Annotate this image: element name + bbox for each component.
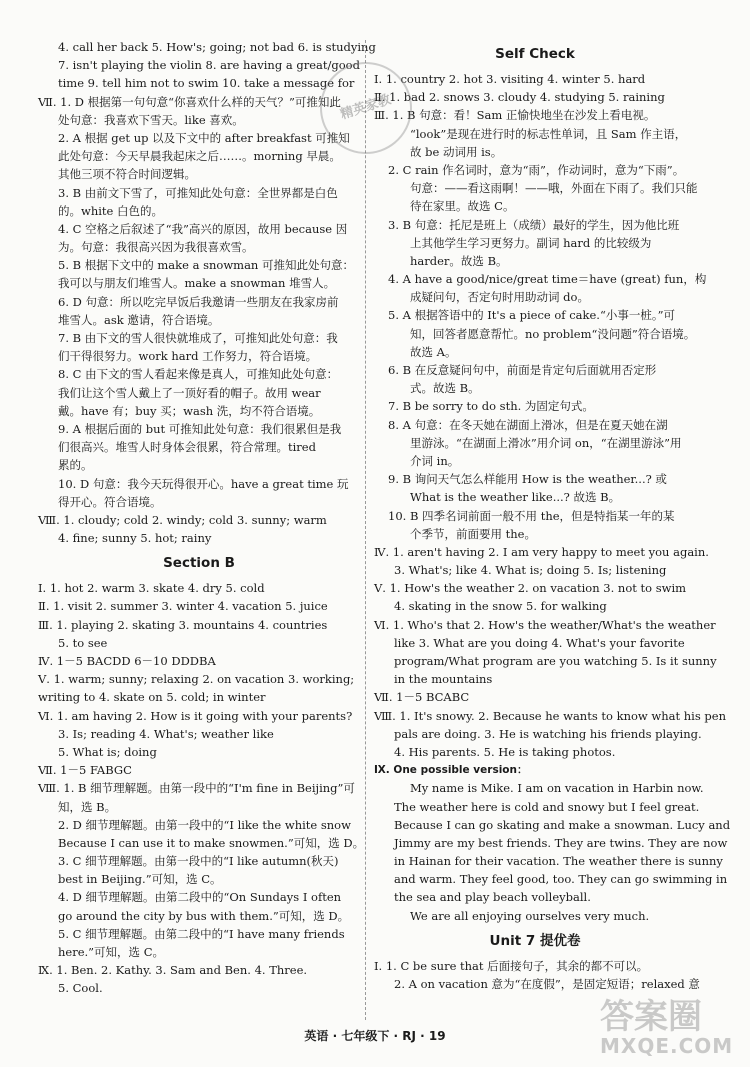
right-column	[374, 38, 731, 993]
answer-line: 介词 in。	[410, 453, 460, 468]
answer-line: 10. B 四季名词前面一般不用 the，但是特指某一年的某	[388, 508, 675, 523]
answer-line: the sea and play beach volleyball.	[394, 890, 591, 905]
answer-line: 9. A 根据后面的 but 可推知此处句意：我们很累但是我	[58, 421, 342, 436]
answer-line: 4. D 细节理解题。由第二段中的“On Sundays I often	[58, 890, 342, 905]
answer-line: 4. skating in the snow 5. for walking	[394, 599, 607, 614]
answer-line: 7. B 由下文的雪人很快就堆成了，可推知此处句意：我	[58, 331, 338, 345]
answer-line: 5. C 细节理解题。由第二段中的“I have many friends	[58, 926, 345, 941]
answer-line: 4. His parents. 5. He is taking photos.	[394, 744, 616, 759]
answer-line: 成疑问句，否定句时用助动词 do。	[410, 290, 589, 305]
answer-line: 们干得很努力。work hard 工作努力，符合语境。	[58, 349, 318, 364]
answer-line: My name is Mike. I am on vacation in Harbin now.	[410, 781, 704, 796]
column-divider	[365, 40, 366, 1020]
answer-line: in Hainan for their vacation. The weather there is sunny	[394, 854, 723, 869]
answer-line: Ⅲ. 1. playing 2. skating 3. mountains 4. countries	[38, 617, 328, 632]
answer-line: 3. C 细节理解题。由第一段中的“I like autumn(秋天)	[58, 854, 339, 869]
answer-line: 7. isn't playing the violin 8. are having a great/good	[58, 58, 360, 73]
watermark-logo-text: 答案圈	[600, 997, 702, 1037]
answer-line: Jimmy are my best friends. They are twins. They are now	[394, 835, 728, 850]
answer-line: and warm. They feel good, too. They can go swimming in	[394, 872, 728, 887]
answer-line: pals are doing. 3. He is watching his friends playing.	[394, 726, 702, 741]
answer-line: 4. C 空格之后叙述了“我”高兴的原因，故用 because 因	[58, 221, 348, 236]
answer-line: harder。故选 B。	[410, 253, 508, 268]
answer-line: 们很高兴。堆雪人时身体会很累，符合常理。tired	[58, 440, 316, 455]
watermark-stamp: 精英家教	[308, 50, 424, 166]
section-heading: Section B	[163, 555, 235, 572]
answer-line: 8. C 由下文的雪人看起来像是真人，可推知此处句意：	[58, 367, 339, 382]
answer-line: 9. B 询问天气怎么样能用 How is the weather...? 或	[388, 472, 667, 487]
answer-line: 句意：——看这雨啊！——哦，外面在下雨了。我们只能	[410, 181, 698, 196]
answer-line: Ⅰ. 1. C be sure that 后面接句子，其余的都不可以。	[374, 958, 649, 973]
answer-line: 待在家里。故选 C。	[410, 199, 515, 214]
answer-line: Ⅳ. 1－5 BACDD 6－10 DDDBA	[38, 654, 216, 668]
answer-line: 里游泳。“在湖面上滑冰”用介词 on，“在湖里游泳”用	[410, 435, 682, 450]
answer-line: in the mountains	[394, 672, 493, 687]
answer-line: 累的。	[58, 458, 93, 473]
answer-line: 4. fine; sunny 5. hot; rainy	[58, 531, 212, 546]
answer-line: 5. A 根据答语中的 It's a piece of cake.“小事一桩。”可	[388, 308, 675, 323]
answer-line: 故 be 动词用 is。	[410, 144, 503, 159]
answer-line: 3. B 句意：托尼是班上（成绩）最好的学生，因为他比班	[388, 217, 680, 232]
answer-line: 此处句意：今天早晨我起床之后……。morning 早晨。	[58, 149, 341, 164]
answer-line: Ⅸ. One possible version：	[374, 764, 528, 777]
answer-line: 8. A 句意：在冬天她在湖面上滑冰，但是在夏天她在湖	[388, 417, 668, 432]
answer-line: 10. D 句意：我今天玩得很开心。have a great time 玩	[58, 476, 349, 491]
answer-line: 7. B be sorry to do sth. 为固定句式。	[388, 399, 594, 414]
answer-line: 故选 A。	[410, 344, 457, 359]
answer-line: Ⅴ. 1. How's the weather 2. on vacation 3. not to swim	[374, 581, 687, 596]
answer-line: 戴。have 有；buy 买；wash 洗，均不符合语境。	[58, 403, 321, 418]
answer-line: 2. C rain 作名词时，意为“雨”，作动词时，意为“下雨”。	[388, 162, 685, 177]
page-footer: 英语 · 七年级下 · RJ · 19	[304, 1029, 446, 1043]
section-heading: Unit 7 提优卷	[489, 932, 581, 949]
answer-line: 2. D 细节理解题。由第一段中的“I like the white snow	[58, 817, 351, 832]
answer-line: What is the weather like...? 故选 B。	[410, 490, 621, 505]
answer-line: Ⅲ. 1. B 句意：看！Sam 正愉快地坐在沙发上看电视。	[374, 108, 656, 123]
answer-line: 为。句意：我很高兴因为我很喜欢雪。	[58, 240, 254, 255]
answer-line: We are all enjoying ourselves very much.	[410, 908, 650, 923]
answer-line: 知，回答者愿意帮忙。no problem“没问题”符合语境。	[410, 326, 696, 341]
answer-line: Ⅳ. 1. aren't having 2. I am very happy to meet you again.	[374, 544, 709, 559]
section-heading: Self Check	[495, 46, 575, 62]
answer-line: 5. What is; doing	[58, 744, 157, 759]
answer-line: 2. A 根据 get up 以及下文中的 after breakfast 可推知	[58, 130, 350, 145]
answer-line: 6. B 在反意疑问句中，前面是肯定句后面就用否定形	[388, 363, 657, 377]
answer-line: here.”可知，选 C。	[58, 945, 165, 959]
answer-line: Because I can use it to make snowmen.”可知，选 D。	[58, 835, 365, 850]
answer-line: “look”是现在进行时的标志性单词，且 Sam 作主语，	[410, 126, 687, 141]
answer-line: The weather here is cold and snowy but I feel great.	[394, 799, 700, 814]
answer-line: 其他三项不符合时间逻辑。	[58, 167, 196, 182]
answer-line: 5. to see	[58, 635, 108, 650]
answer-line: 3. What's; like 4. What is; doing 5. Is; listening	[394, 563, 667, 578]
answer-line: 知，选 B。	[58, 799, 117, 814]
answer-line: Ⅸ. 1. Ben. 2. Kathy. 3. Sam and Ben. 4. Three.	[38, 963, 308, 978]
answer-line: Ⅷ. 1. B 细节理解题。由第一段中的“I'm fine in Beijing”可	[38, 781, 355, 796]
answer-line: program/What program are you watching 5. Is it sunny	[394, 654, 717, 668]
answer-line: Ⅷ. 1. It's snowy. 2. Because he wants to know what his pen	[374, 708, 726, 723]
answer-line: 式。故选 B。	[410, 381, 480, 396]
answer-line: Ⅶ. 1－5 FABGC	[38, 763, 132, 778]
answer-line: 我可以与朋友们堆雪人。make a snowman 堆雪人。	[58, 276, 336, 291]
answer-line: 堆雪人。ask 邀请，符合语境。	[58, 312, 220, 327]
answer-line: 处句意：我喜欢下雪天。like 喜欢。	[58, 112, 244, 127]
answer-line: 6. D 句意：所以吃完早饭后我邀请一些朋友在我家房前	[58, 294, 339, 309]
answer-line: Ⅴ. 1. warm; sunny; relaxing 2. on vacation 3. working;	[38, 672, 355, 687]
answer-line: like 3. What are you doing 4. What's your favorite	[394, 635, 685, 650]
answer-line: time 9. tell him not to swim 10. take a message for	[58, 76, 355, 91]
answer-line: Ⅵ. 1. Who's that 2. How's the weather/What's the weather	[374, 617, 716, 632]
answer-line: go around the city by bus with them.”可知，选 D。	[58, 908, 350, 923]
answer-line: Ⅷ. 1. cloudy; cold 2. windy; cold 3. sunny; warm	[38, 512, 327, 527]
answer-line: Ⅱ. 1. bad 2. snows 3. cloudy 4. studying 5. raining	[374, 90, 665, 105]
answer-line: 我们让这个雪人戴上了一顶好看的帽子。故用 wear	[58, 385, 321, 400]
watermark-logo-url: MXQE.COM	[600, 1034, 734, 1058]
answer-line: 上其他学生学习更努力。副词 hard 的比较级为	[410, 235, 652, 250]
answer-line: best in Beijing.”可知，选 C。	[58, 872, 222, 887]
answer-line: Because I can go skating and make a snowman. Lucy and	[394, 817, 731, 832]
answer-line: 3. Is; reading 4. What's; weather like	[58, 726, 274, 741]
answer-line: 得开心。符合语境。	[58, 494, 162, 509]
answer-line: Ⅵ. 1. am having 2. How is it going with your parents?	[38, 708, 353, 723]
answer-line: Ⅶ. 1. D 根据第一句句意“你喜欢什么样的天气？”可推知此	[38, 94, 341, 109]
answer-line: Ⅶ. 1－5 BCABC	[374, 690, 470, 705]
answer-line: Ⅰ. 1. country 2. hot 3. visiting 4. winter 5. hard	[374, 72, 646, 86]
answer-line: 4. A have a good/nice/great time＝have (great) fun，构	[388, 272, 707, 287]
answer-line: 5. B 根据下文中的 make a snowman 可推知此处句意：	[58, 258, 354, 273]
answer-line: 5. Cool.	[58, 981, 103, 996]
watermark-logo	[600, 997, 734, 1058]
answer-line: 个季节，前面要用 the。	[410, 526, 536, 541]
answer-line: 2. A on vacation 意为“在度假”，是固定短语；relaxed 意	[394, 977, 700, 991]
answer-line: Ⅱ. 1. visit 2. summer 3. winter 4. vacation 5. juice	[38, 599, 328, 614]
answer-line: 的。white 白色的。	[58, 203, 164, 218]
answer-line: 3. B 由前文下雪了，可推知此处句意：全世界都是白色	[58, 185, 338, 200]
answer-line: 4. call her back 5. How's; going; not bad 6. is studying	[58, 40, 376, 54]
answer-line: writing to 4. skate on 5. cold; in winter	[38, 690, 266, 705]
answer-line: Ⅰ. 1. hot 2. warm 3. skate 4. dry 5. cold	[38, 581, 265, 596]
